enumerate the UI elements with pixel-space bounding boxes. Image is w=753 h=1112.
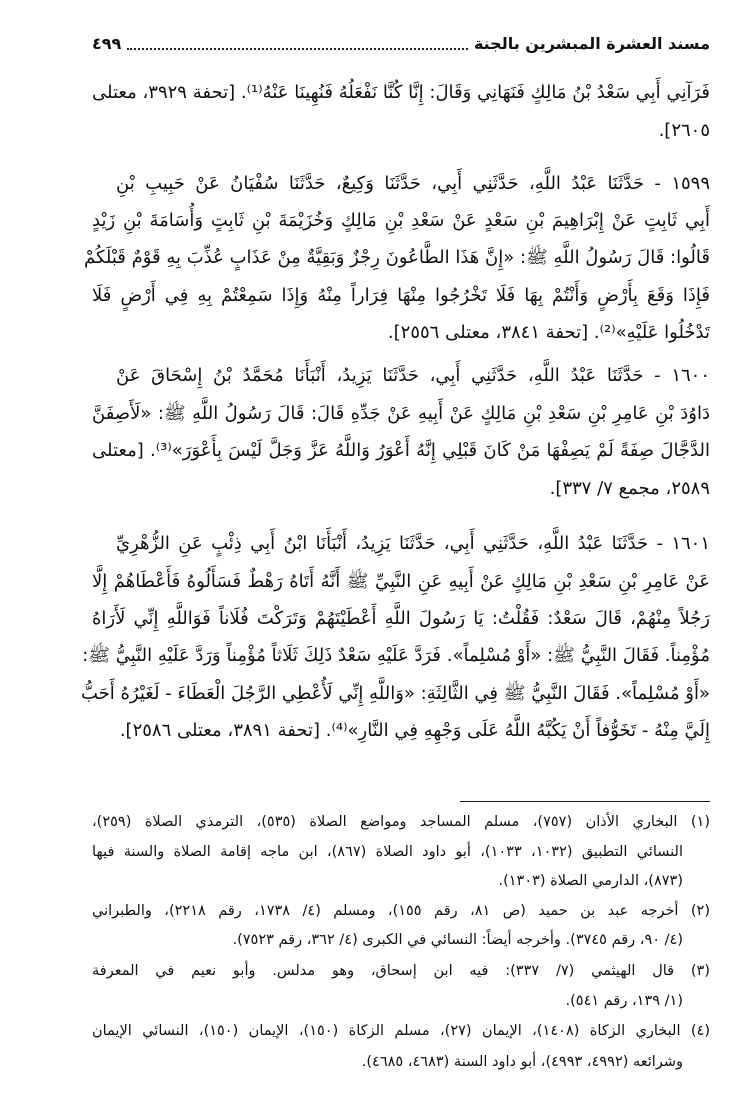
- footnote-3: (٣) قال الهيثمي (٧/ ٣٣٧): فيه ابن إسحاق، وهو مدلس. وأبو نعيم في المعرفة: [92, 963, 710, 979]
- text-line: دَاوُدَ بْنِ عَامِرِ بْنِ سَعْدِ بْنِ مَالِكٍ عَنْ أَبِيهِ عَنْ جَدِّهِ قَالَ: قَالَ رَسُولُ اللَّهِ ﷺ: «لَأَصِفَنَّ: [92, 403, 710, 424]
- footnote-line: النسائي التطبيق (١٠٣٢، ١٠٣٣)، أبو داود الصلاة (٨٦٧)، ابن ماجه إقامة الصلاة والسنة فيها: [92, 844, 683, 860]
- text-line: مُؤْمِناً. فَقَالَ النَّبِيُّ ﷺ: «أَوْ مُسْلِماً». فَرَدَّ عَلَيْهِ سَعْدٌ ذَلِكَ ثَلَاثاً مُؤْمِناً وَرَدَّ عَلَيْهِ النَّبِيُّ ﷺ:: [82, 645, 710, 666]
- running-header: [92, 34, 710, 53]
- hadith-1599-start: ١٥٩٩ - حَدَّثَنَا عَبْدُ اللَّهِ، حَدَّثَنِي أَبِي، حَدَّثَنَا وَكِيعٌ، حَدَّثَنَا سُفْيَانُ عَنْ حَبِيبِ بْنِ: [116, 173, 710, 194]
- footnote-4: (٤) البخاري الزكاة (١٤٠٨)، الإيمان (٢٧)، مسلم الزكاة (١٥٠)، الإيمان (١٥٠)، النسائي الإيمان: [92, 1023, 711, 1039]
- text-line: ٢٥٨٩، مجمع ٧/ ٣٣٧].: [549, 478, 710, 499]
- text-line: «أَوْ مُسْلِماً». فَقَالَ النَّبِيُّ ﷺ فِي الثَّالِثَةِ: «وَاللَّهِ إِنِّي لَأُعْطِي الرَّجُلَ الْعَطَاءَ - لَغَيْرُهُ أَحَبُّ: [80, 683, 710, 704]
- hadith-1600-start: ١٦٠٠ - حَدَّثَنَا عَبْدُ اللَّهِ، حَدَّثَنِي أَبِي، حَدَّثَنَا يَزِيدُ، أَنْبَأَنَا مُحَمَّدُ بْنُ إِسْحَاقَ عَنْ: [116, 365, 710, 386]
- text-line: قَالُوا: قَالَ رَسُولُ اللَّهِ ﷺ: «إِنَّ هَذَا الطَّاعُونَ رِجْزٌ وَبَقِيَّةٌ مِنْ عَذَابٍ عُذِّبَ بِهِ قَوْمٌ قَبْلَكُمْ: [83, 247, 710, 268]
- text-line: أَبِي ثَابِتٍ عَنْ إِبْرَاهِيمَ بْنِ سَعْدٍ عَنْ سَعْدِ بْنِ مَالِكٍ وَخُزَيْمَةَ بْنِ ثَابِتٍ وَأُسَامَةَ بْنِ زَيْدٍ: [92, 210, 710, 231]
- text-line: رَجُلاً مِنْهُمْ، قَالَ سَعْدٌ: فَقُلْتُ: يَا رَسُولَ اللَّهِ أَعْطَيْتَهُمْ وَتَرَكْتَ فُلَاناً فَوَاللَّهِ إِنِّي لَأَرَاهُ: [92, 608, 710, 629]
- footnote-line: (٤/ ٩٠، رقم ٣٧٤٥). وأخرجه أيضاً: النسائي في الكبرى (٤/ ٣٦٢، رقم ٧٥٢٣).: [232, 932, 683, 948]
- text-line: الدَّجَّالَ صِفَةً لَمْ يَصِفْهَا مَنْ كَانَ قَبْلِي إِنَّهُ أَعْوَرُ وَاللَّهُ عَزَّ وَجَلَّ لَيْسَ بِأَعْوَرَ»⁽³⁾. [معتلى: [92, 440, 710, 461]
- text-line: فَرَآنِي أَبِي سَعْدُ بْنُ مَالِكٍ فَنَهَانِي وَقَالَ: إِنَّا كُنَّا نَفْعَلُهُ فَنُهِينَا عَنْهُ⁽¹⁾. [تحفة ٣٩٢٩، معتلى: [92, 82, 710, 103]
- footnote-line: وشرائعه (٤٩٩٢، ٤٩٩٣)، أبو داود السنة (٤٦٨٣، ٤٦٨٥).: [361, 1054, 683, 1070]
- footnote-line: (٨٧٣)، الدارمي الصلاة (١٣٠٣).: [498, 873, 683, 889]
- footnote-line: (١/ ١٣٩، رقم ٥٤١).: [565, 993, 683, 1009]
- footnote-1: (١) البخاري الأذان (٧٥٧)، مسلم المساجد ومواضع الصلاة (٥٣٥)، الترمذي الصلاة (٢٥٩)،: [92, 814, 711, 830]
- text-line: عَنْ عَامِرِ بْنِ سَعْدِ بْنِ مَالِكٍ عَنْ أَبِيهِ عَنِ النَّبِيِّ ﷺ أَنَّهُ أَتَاهُ رَهْطٌ فَسَأَلُوهُ فَأَعْطَاهُمْ إِلَّا: [92, 571, 710, 592]
- hadith-1601-start: ١٦٠١ - حَدَّثَنَا عَبْدُ اللَّهِ، حَدَّثَنِي أَبِي، حَدَّثَنَا يَزِيدُ، أَنْبَأَنَا ابْنُ أَبِي ذِئْبٍ عَنِ الزُّهْرِيِّ: [116, 533, 710, 554]
- text-line: فَإِذَا وَقَعَ بِأَرْضٍ وَأَنْتُمْ بِهَا فَلَا تَخْرُجُوا مِنْهَا فِرَاراً مِنْهُ وَإِذَا سَمِعْتُمْ بِهِ فِي أَرْضٍ فَلَا: [92, 285, 710, 306]
- page-number: ٤٩٩: [92, 34, 122, 53]
- footnote-2: (٢) أخرجه عبد بن حميد (ص ٨١، رقم ١٥٥)، ومسلم (٤/ ١٧٣٨، رقم ٢٢١٨)، والطبراني: [92, 903, 711, 919]
- header-title: مسند العشرة المبشرين بالجنة: [473, 34, 710, 53]
- footnote-separator: [460, 801, 710, 802]
- header-leader-dots: [127, 38, 468, 50]
- text-line: إِلَيَّ مِنْهُ - تَخَوُّفاً أَنْ يَكُبَّهُ اللَّهُ عَلَى وَجْهِهِ فِي النَّارِ»⁽⁴⁾. [تحفة ٣٨٩١، معتلى ٢٥٨٦].: [119, 720, 710, 741]
- text-line: ٢٦٠٥].: [658, 120, 710, 141]
- text-line: تَدْخُلُوا عَلَيْهِ»⁽²⁾. [تحفة ٣٨٤١، معتلى ٢٥٥٦].: [387, 322, 710, 343]
